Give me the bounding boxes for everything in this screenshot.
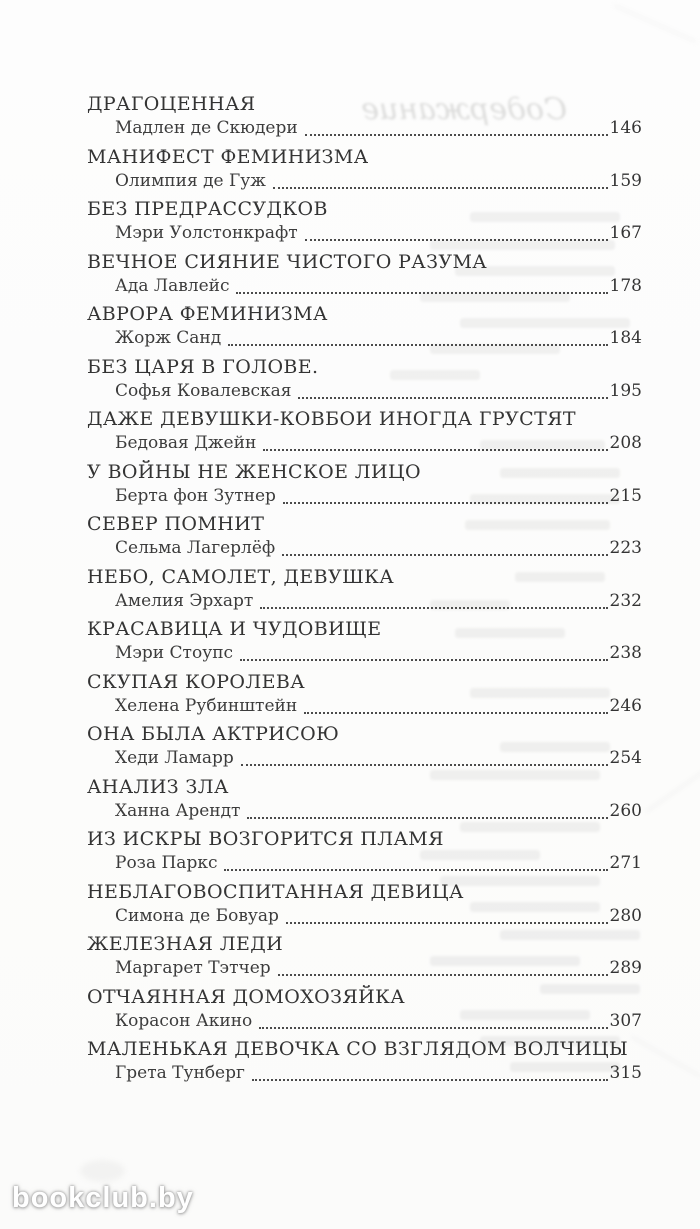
toc-entry-author: Грета Тунберг — [115, 1063, 245, 1083]
toc-entry-page-number: 280 — [609, 905, 642, 926]
toc-entry-page-number: 146 — [609, 118, 642, 138]
toc-entry-title: ВЕЧНОЕ СИЯНИЕ ЧИСТОГО РАЗУМА — [87, 250, 488, 273]
toc-entry-author: Олимпия де Гуж — [115, 170, 266, 191]
toc-entry-title: ДРАГОЦЕННАЯ — [87, 93, 256, 115]
toc-entry-author: Хеди Ламарр — [115, 748, 234, 768]
toc-entry-page-number: 184 — [609, 328, 642, 348]
paper-crease — [613, 4, 696, 43]
dot-leader — [247, 817, 607, 819]
toc-entry-page-number: 315 — [609, 1063, 642, 1083]
toc-entry-page-number: 215 — [609, 485, 642, 506]
toc-entry-author-row — [87, 799, 642, 824]
paper-smudge — [80, 1160, 125, 1182]
toc-entry-title: БЕЗ ЦАРЯ В ГОЛОВЕ. — [87, 355, 319, 378]
toc-entry — [87, 513, 642, 561]
toc-entry-page-number: 289 — [609, 958, 642, 978]
toc-entry-author: Сельма Лагерлёф — [115, 538, 276, 558]
toc-entry-author: Амелия Эрхарт — [115, 590, 254, 611]
toc-entry — [87, 198, 642, 246]
toc-entry-author-row — [87, 536, 642, 561]
toc-entry — [87, 933, 642, 981]
toc-entry-title: СЕВЕР ПОМНИТ — [87, 513, 265, 535]
toc-entry-author: Маргарет Тэтчер — [115, 958, 271, 978]
toc-entry-author: Корасон Акино — [115, 1010, 253, 1031]
toc-entry — [87, 251, 642, 299]
toc-entry-title: СКУПАЯ КОРОЛЕВА — [87, 670, 306, 693]
toc-entry — [87, 461, 642, 509]
dot-leader — [241, 764, 608, 766]
toc-entry-page-number: 271 — [609, 853, 642, 873]
toc-entry-title: ОТЧАЯННАЯ ДОМОХОЗЯЙКА — [87, 985, 405, 1008]
toc-entry-author: Ада Лавлейс — [115, 275, 230, 296]
toc-entry — [87, 618, 642, 666]
toc-entry — [87, 671, 642, 719]
toc-entry-title: ДАЖЕ ДЕВУШКИ-КОВБОИ ИНОГДА ГРУСТЯТ — [87, 408, 576, 430]
toc-entry-title: НЕБЛАГОВОСПИТАННАЯ ДЕВИЦА — [87, 880, 464, 903]
toc-entry-author-row — [87, 589, 642, 614]
toc-entry-page-number: 159 — [609, 170, 642, 191]
toc-entry-author: Хелена Рубинштейн — [115, 695, 298, 716]
toc-entry — [87, 828, 642, 876]
toc-entry-author: Жорж Санд — [115, 328, 222, 348]
toc-entry-title: АНАЛИЗ ЗЛА — [87, 775, 229, 798]
toc-entry-author-row — [87, 116, 642, 141]
toc-entry-page-number: 238 — [609, 643, 642, 663]
toc-entry-title: КРАСАВИЦА И ЧУДОВИЩЕ — [87, 618, 382, 640]
toc-entry-page-number: 178 — [609, 275, 642, 296]
toc-entry-page-number: 195 — [609, 380, 642, 401]
toc-entry-author: Софья Ковалевская — [115, 380, 292, 401]
dot-leader — [286, 922, 608, 924]
dot-leader — [298, 397, 607, 399]
toc-entry — [87, 566, 642, 614]
dot-leader — [236, 292, 607, 294]
toc-entry — [87, 408, 642, 456]
toc-entry-page-number: 167 — [609, 223, 642, 243]
toc-entry-title: АВРОРА ФЕМИНИЗМА — [87, 303, 328, 325]
toc-entry — [87, 1038, 642, 1086]
dot-leader — [282, 554, 607, 556]
toc-entry-author-row — [87, 1061, 642, 1086]
dot-leader — [283, 502, 608, 504]
toc-entry-author-row — [87, 746, 642, 771]
toc-entry-author-row — [87, 484, 642, 509]
toc-entry — [87, 776, 642, 824]
toc-entry — [87, 146, 642, 194]
dot-leader — [304, 712, 607, 714]
photographer-watermark: bookclub.by — [12, 1182, 194, 1214]
toc-entry — [87, 723, 642, 771]
toc-entry-author-row — [87, 221, 642, 246]
toc-entry-page-number: 307 — [609, 1010, 642, 1031]
toc-entry-author: Мэри Стоупс — [115, 643, 234, 663]
toc-entry-author: Бедовая Джейн — [115, 433, 257, 453]
toc-entry-title: БЕЗ ПРЕДРАССУДКОВ — [87, 198, 328, 220]
dot-leader — [228, 344, 607, 346]
toc-entry-author-row — [87, 326, 642, 351]
toc-entry-title: ОНА БЫЛА АКТРИСОЮ — [87, 723, 340, 745]
toc-entry — [87, 881, 642, 929]
ghost-contents-heading: Содержание — [361, 92, 567, 127]
toc-entry-author: Ханна Арендт — [115, 800, 241, 821]
toc-entry-author-row — [87, 274, 642, 299]
toc-entry-author: Симона де Бовуар — [115, 905, 279, 926]
toc-entry-author-row — [87, 694, 642, 719]
dot-leader — [263, 449, 607, 451]
dot-leader — [278, 974, 608, 976]
dot-leader — [273, 187, 608, 189]
dot-leader — [252, 1079, 608, 1081]
toc-entry — [87, 303, 642, 351]
toc-list — [87, 93, 642, 1091]
toc-entry-title: МАНИФЕСТ ФЕМИНИЗМА — [87, 145, 369, 168]
dot-leader — [305, 134, 608, 136]
dot-leader — [259, 1027, 607, 1029]
toc-entry-title: ЖЕЛЕЗНАЯ ЛЕДИ — [87, 933, 284, 955]
toc-entry — [87, 93, 642, 141]
dot-leader — [224, 869, 607, 871]
toc-entry-page-number: 260 — [609, 800, 642, 821]
toc-entry-title: ИЗ ИСКРЫ ВОЗГОРИТСЯ ПЛАМЯ — [87, 828, 444, 850]
toc-entry-author-row — [87, 904, 642, 929]
toc-entry-page-number: 254 — [609, 748, 642, 768]
dot-leader — [305, 239, 608, 241]
toc-entry-page-number: 223 — [609, 538, 642, 558]
toc-entry-author: Берта фон Зутнер — [115, 485, 276, 506]
dot-leader — [260, 607, 607, 609]
toc-entry-title: У ВОЙНЫ НЕ ЖЕНСКОЕ ЛИЦО — [87, 460, 421, 483]
toc-entry-author-row — [87, 956, 642, 981]
toc-entry-title: МАЛЕНЬКАЯ ДЕВОЧКА СО ВЗГЛЯДОМ ВОЛЧИЦЫ — [87, 1038, 629, 1060]
dot-leader — [240, 659, 608, 661]
toc-entry-page-number: 246 — [609, 695, 642, 716]
toc-entry-author-row — [87, 169, 642, 194]
toc-entry-author-row — [87, 851, 642, 876]
toc-entry — [87, 356, 642, 404]
toc-entry-page-number: 232 — [609, 590, 642, 611]
toc-entry-author: Роза Паркс — [115, 853, 218, 873]
toc-entry-title: НЕБО, САМОЛЕТ, ДЕВУШКА — [87, 565, 395, 588]
toc-entry-author-row — [87, 1009, 642, 1034]
toc-entry-author-row — [87, 431, 642, 456]
toc-entry-author: Мадлен де Скюдери — [115, 118, 298, 138]
toc-entry-author-row — [87, 641, 642, 666]
toc-entry-author: Мэри Уолстонкрафт — [115, 223, 298, 243]
toc-entry-author-row — [87, 379, 642, 404]
toc-entry-page-number: 208 — [609, 433, 642, 453]
toc-entry — [87, 986, 642, 1034]
paper-crease — [645, 770, 700, 813]
